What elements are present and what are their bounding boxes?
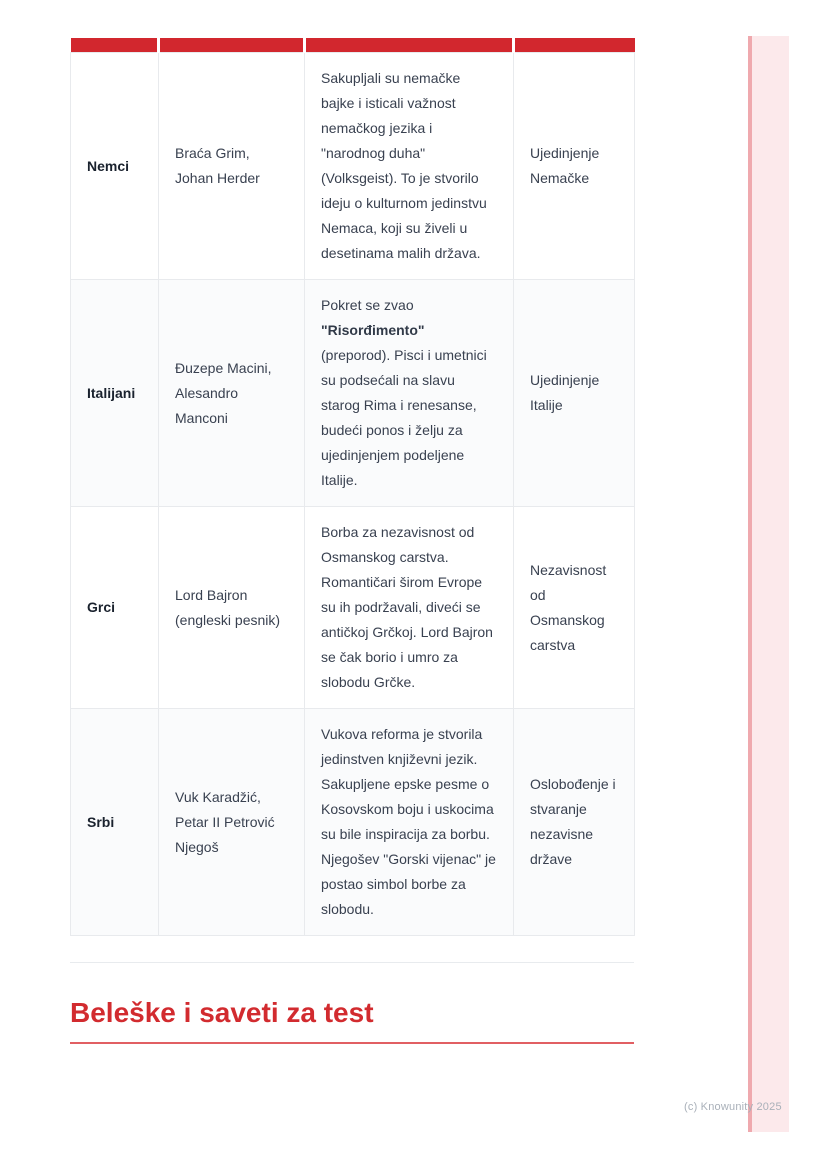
outcome-cell: Nezavisnost od Osmanskog carstva	[514, 507, 635, 709]
table-row	[71, 709, 635, 936]
description-cell	[305, 709, 514, 936]
description-cell	[305, 53, 514, 280]
section-heading: Beleške i saveti za test	[70, 997, 374, 1028]
description-text: Vukova reforma je stvorila jedinstven književni jezik. Sakupljene epske pesme o Kosovskom boju i uskocima su bile inspiracija za borbu. Njegošev "Gorski vijenac" je postao simbol borbe za slobodu.	[321, 726, 496, 917]
table-row	[71, 507, 635, 709]
description-bold-text: "Risorđimento"	[321, 322, 425, 338]
table-header-cell	[159, 38, 305, 53]
table-header-cell	[71, 38, 159, 53]
table-header-cell	[514, 38, 635, 53]
figures-cell: Đuzepe Macini, Alesandro Manconi	[159, 280, 305, 507]
table-header-row	[71, 38, 635, 53]
outcome-cell: Ujedinjenje Italije	[514, 280, 635, 507]
description-text: Borba za nezavisnost od Osmanskog carstva. Romantičari širom Evrope su ih podržavali, diveći se antičkoj Grčkoj. Lord Bajron se čak borio i umro za slobodu Grčke.	[321, 524, 493, 690]
table-header-cell	[305, 38, 514, 53]
description-text: Sakupljali su nemačke bajke i isticali važnost nemačkog jezika i "narodnog duha" (Volksgeist). To je stvorilo ideju o kulturnom jedinstvu Nemaca, koji su živeli u desetinama malih država.	[321, 70, 487, 261]
table-header	[71, 38, 635, 53]
right-accent-bar	[748, 36, 789, 1132]
section-divider	[70, 962, 634, 963]
description-cell	[305, 507, 514, 709]
table-row	[71, 280, 635, 507]
figures-cell: Lord Bajron (engleski pesnik)	[159, 507, 305, 709]
group-cell: Grci	[71, 507, 159, 709]
description-text-after: (preporod). Pisci i umetnici su podsećali na slavu starog Rima i renesanse, budeći ponos i želju za ujedinjenjem podeljene Italije.	[321, 347, 487, 488]
outcome-cell: Oslobođenje i stvaranje nezavisne države	[514, 709, 635, 936]
outcome-cell: Ujedinjenje Nemačke	[514, 53, 635, 280]
group-cell: Italijani	[71, 280, 159, 507]
group-cell: Nemci	[71, 53, 159, 280]
figures-cell: Braća Grim, Johan Herder	[159, 53, 305, 280]
watermark: (c) Knowunity 2025	[684, 1101, 782, 1113]
table-row	[71, 53, 635, 280]
heading-underline	[70, 1042, 634, 1044]
page-content	[70, 38, 634, 1044]
figures-cell: Vuk Karadžić, Petar II Petrović Njegoš	[159, 709, 305, 936]
nationalism-table	[70, 38, 635, 936]
table-body	[71, 53, 635, 936]
group-cell: Srbi	[71, 709, 159, 936]
description-text: Pokret se zvao	[321, 297, 414, 313]
description-cell	[305, 280, 514, 507]
